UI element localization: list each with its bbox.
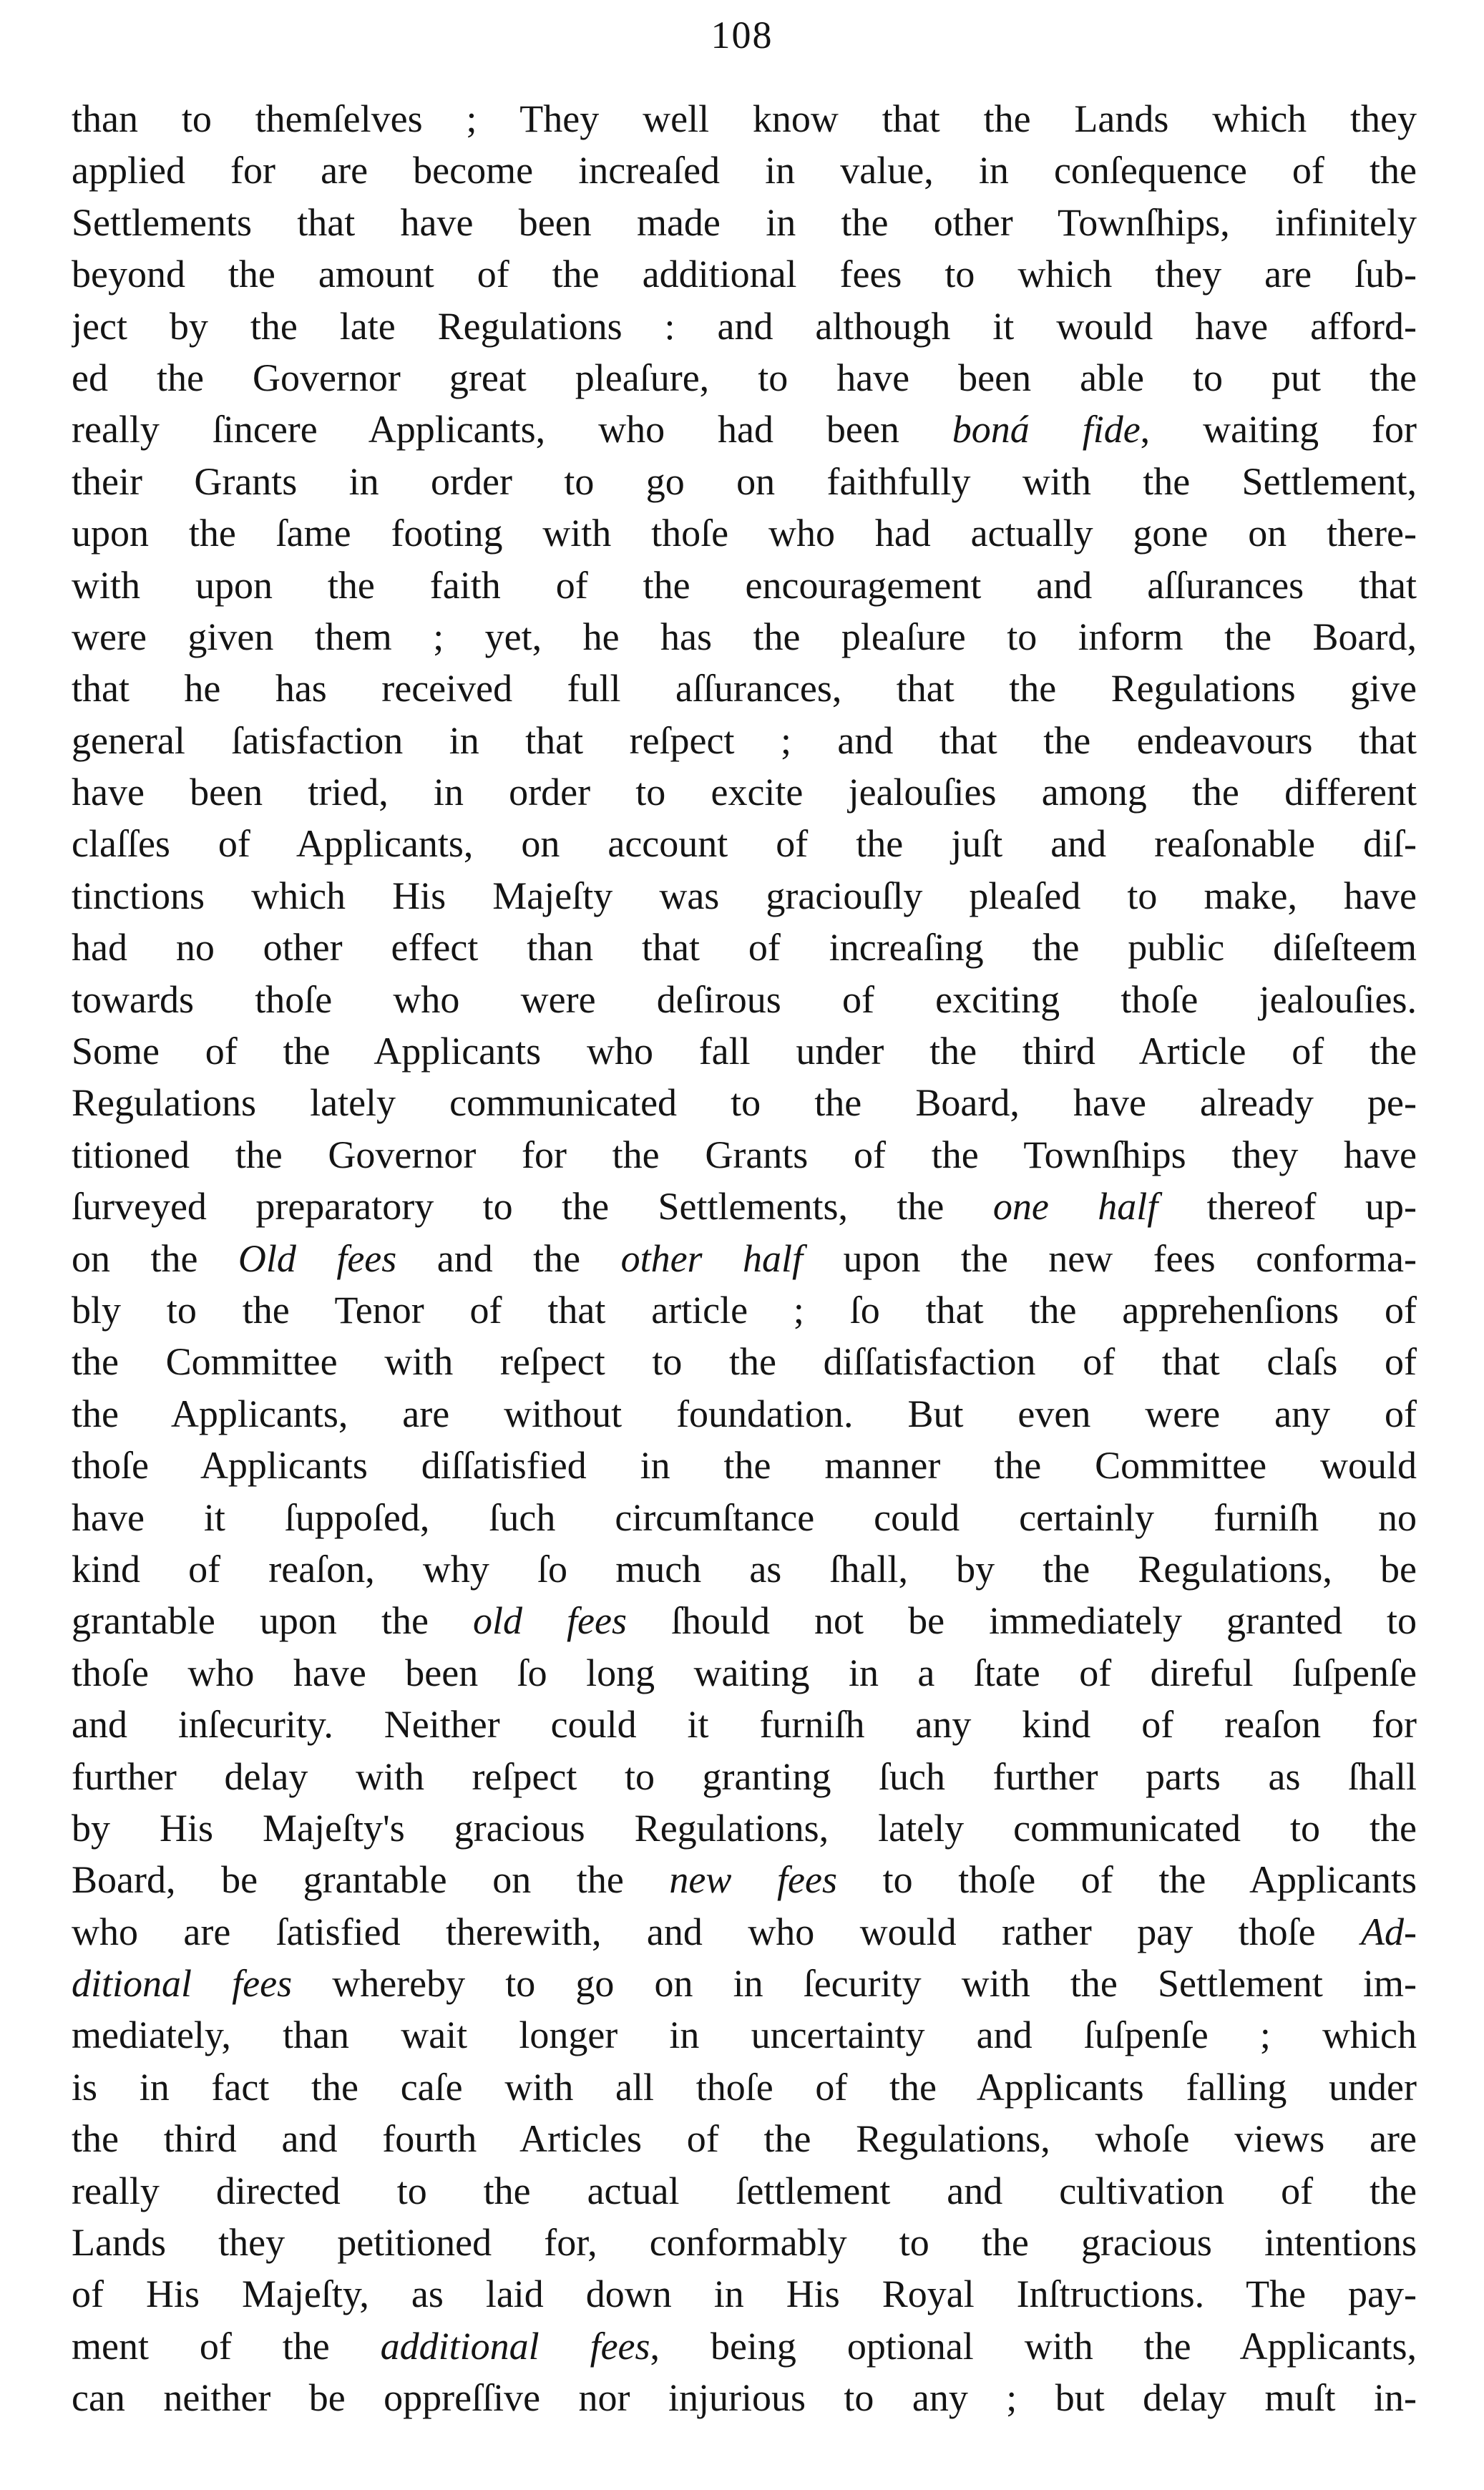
text-segment: can neither be oppreſſive nor injurious to any ; but delay muſt in- bbox=[72, 2376, 1417, 2420]
text-segment: , waiting for bbox=[1140, 408, 1417, 451]
text-line bbox=[72, 404, 1417, 455]
text-segment: by His Majeſty's gracious Regulations, lately communicated to the bbox=[72, 1806, 1417, 1850]
text-line bbox=[72, 1595, 1417, 1646]
text-line bbox=[72, 93, 1417, 145]
text-segment: Lands they petitioned for, conformably to the gracious intentions bbox=[72, 2221, 1417, 2265]
text-segment: thereof up- bbox=[1158, 1185, 1417, 1229]
text-segment: really ſincere Applicants, who had been bbox=[72, 408, 952, 451]
text-segment: and inſecurity. Neither could it furniſh any kind of reaſon for bbox=[72, 1703, 1417, 1747]
text-line bbox=[72, 1854, 1417, 1905]
text-line bbox=[72, 2165, 1417, 2217]
text-segment: thoſe Applicants diſſatisfied in the manner the Committee would bbox=[72, 1444, 1417, 1488]
italic-phrase: other half bbox=[620, 1236, 803, 1280]
text-line bbox=[72, 352, 1417, 404]
text-line bbox=[72, 715, 1417, 766]
text-segment: further delay with reſpect to granting ſuch further parts as ſhall bbox=[72, 1754, 1417, 1798]
text-line bbox=[72, 1492, 1417, 1543]
text-segment: tinctions which His Majeſty was graciouſly pleaſed to make, have bbox=[72, 874, 1417, 917]
text-segment: the Applicants, are without foundation. But even were any of bbox=[72, 1392, 1417, 1435]
text-line bbox=[72, 2009, 1417, 2061]
italic-phrase: Ad- bbox=[1361, 1910, 1417, 1953]
italic-phrase: new fees bbox=[669, 1858, 837, 1902]
text-segment: of His Majeſty, as laid down in His Royal Inſtructions. The pay- bbox=[72, 2272, 1417, 2316]
text-line bbox=[72, 1284, 1417, 1336]
text-segment: bly to the Tenor of that article ; ſo that the apprehenſions of bbox=[72, 1288, 1417, 1332]
text-line bbox=[72, 663, 1417, 714]
text-line bbox=[72, 870, 1417, 922]
text-line bbox=[72, 922, 1417, 973]
text-segment: ject by the late Regulations : and although it would have afford- bbox=[72, 304, 1417, 348]
text-line bbox=[72, 766, 1417, 818]
italic-phrase: ditional fees bbox=[72, 1962, 293, 2006]
text-segment: who are ſatisfied therewith, and who would rather pay thoſe bbox=[72, 1910, 1362, 1953]
text-segment: mediately, than wait longer in uncertainty and ſuſpenſe ; which bbox=[72, 2013, 1417, 2057]
text-segment: and the bbox=[396, 1236, 621, 1280]
text-line bbox=[72, 1699, 1417, 1750]
text-segment: the third and fourth Articles of the Regulations, whoſe views are bbox=[72, 2117, 1417, 2161]
text-segment: , being optional with the Applicants, bbox=[650, 2324, 1417, 2368]
text-line bbox=[72, 1751, 1417, 1802]
text-segment: is in fact the caſe with all thoſe of the Applicants falling under bbox=[72, 2065, 1417, 2109]
text-line bbox=[72, 974, 1417, 1025]
text-line bbox=[72, 456, 1417, 507]
text-segment: thoſe who have been ſo long waiting in a ſtate of direful ſuſpenſe bbox=[72, 1651, 1417, 1694]
text-segment: on the bbox=[72, 1236, 238, 1280]
text-line bbox=[72, 560, 1417, 611]
text-line bbox=[72, 1129, 1417, 1181]
text-segment: ment of the bbox=[72, 2324, 381, 2368]
italic-phrase: Old fees bbox=[238, 1236, 397, 1280]
text-segment: claſſes of Applicants, on account of the juſt and reaſonable diſ- bbox=[72, 822, 1417, 866]
text-segment: that he has received full aſſurances, that the Regulations give bbox=[72, 667, 1417, 711]
text-segment: grantable upon the bbox=[72, 1599, 473, 1643]
text-segment: general ſatisfaction in that reſpect ; and that the endeavours that bbox=[72, 718, 1417, 762]
text-segment: towards thoſe who were deſirous of exciting thoſe jealouſies. bbox=[72, 977, 1417, 1021]
text-line bbox=[72, 2217, 1417, 2268]
text-line bbox=[72, 2320, 1417, 2372]
italic-phrase: boná fide bbox=[952, 408, 1141, 451]
text-segment: to thoſe of the Applicants bbox=[836, 1858, 1417, 1902]
text-line bbox=[72, 507, 1417, 559]
text-segment: really directed to the actual ſettlement and cultivation of the bbox=[72, 2169, 1417, 2212]
text-segment: with upon the faith of the encouragement and aſſurances that bbox=[72, 563, 1417, 607]
text-line bbox=[72, 611, 1417, 663]
text-segment: Board, be grantable on the bbox=[72, 1858, 670, 1902]
text-segment: upon the new fees conforma- bbox=[803, 1236, 1417, 1280]
text-segment: have it ſuppoſed, ſuch circumſtance could certainly furniſh no bbox=[72, 1495, 1417, 1539]
body-text bbox=[72, 93, 1417, 2424]
text-line bbox=[72, 1440, 1417, 1491]
text-segment: titioned the Governor for the Grants of the Townſhips they have bbox=[72, 1133, 1417, 1176]
text-line bbox=[72, 1336, 1417, 1387]
text-line bbox=[72, 197, 1417, 248]
text-line bbox=[72, 248, 1417, 300]
text-segment: whereby to go on in ſecurity with the Settlement im- bbox=[292, 1962, 1417, 2006]
text-line bbox=[72, 1025, 1417, 1077]
italic-phrase: additional fees bbox=[380, 2324, 650, 2368]
text-segment: applied for are become increaſed in value, in conſequence of the bbox=[72, 149, 1417, 192]
text-line bbox=[72, 1388, 1417, 1440]
text-line bbox=[72, 1906, 1417, 1958]
text-line bbox=[72, 2268, 1417, 2320]
text-line bbox=[72, 1647, 1417, 1699]
text-segment: were given them ; yet, he has the pleaſure to inform the Board, bbox=[72, 615, 1417, 658]
text-line bbox=[72, 2372, 1417, 2423]
text-segment: Some of the Applicants who fall under the third Article of the bbox=[72, 1030, 1417, 1073]
text-segment: ed the Governor great pleaſure, to have been able to put the bbox=[72, 356, 1417, 399]
text-segment: the Committee with reſpect to the diſſatisfaction of that claſs of bbox=[72, 1340, 1417, 1384]
text-line bbox=[72, 2113, 1417, 2164]
text-line bbox=[72, 301, 1417, 352]
italic-phrase: one half bbox=[992, 1185, 1158, 1229]
text-segment: beyond the amount of the additional fees to which they are ſub- bbox=[72, 253, 1417, 296]
text-segment: upon the ſame footing with thoſe who had actually gone on there- bbox=[72, 512, 1417, 555]
text-segment: Regulations lately communicated to the Board, have already pe- bbox=[72, 1081, 1417, 1125]
text-segment: had no other effect than that of increaſing the public diſeſteem bbox=[72, 926, 1417, 970]
text-line bbox=[72, 145, 1417, 196]
text-line bbox=[72, 818, 1417, 869]
text-line bbox=[72, 1543, 1417, 1595]
text-segment: kind of reaſon, why ſo much as ſhall, by the Regulations, be bbox=[72, 1547, 1417, 1591]
text-segment: ſhould not be immediately granted to bbox=[626, 1599, 1417, 1643]
text-line bbox=[72, 1802, 1417, 1854]
text-segment: Settlements that have been made in the other Townſhips, infinitely bbox=[72, 200, 1417, 244]
text-segment: have been tried, in order to excite jealouſies among the different bbox=[72, 771, 1417, 814]
text-line bbox=[72, 1181, 1417, 1232]
text-line bbox=[72, 1077, 1417, 1128]
italic-phrase: old fees bbox=[472, 1599, 627, 1643]
text-line bbox=[72, 1958, 1417, 2009]
text-line bbox=[72, 1233, 1417, 1284]
page-number: 108 bbox=[711, 14, 773, 57]
text-segment: ſurveyed preparatory to the Settlements, the bbox=[72, 1185, 993, 1229]
text-segment: than to themſelves ; They well know that the Lands which they bbox=[72, 97, 1417, 140]
text-line bbox=[72, 2061, 1417, 2113]
text-segment: their Grants in order to go on faithfully with the Settlement, bbox=[72, 459, 1417, 503]
